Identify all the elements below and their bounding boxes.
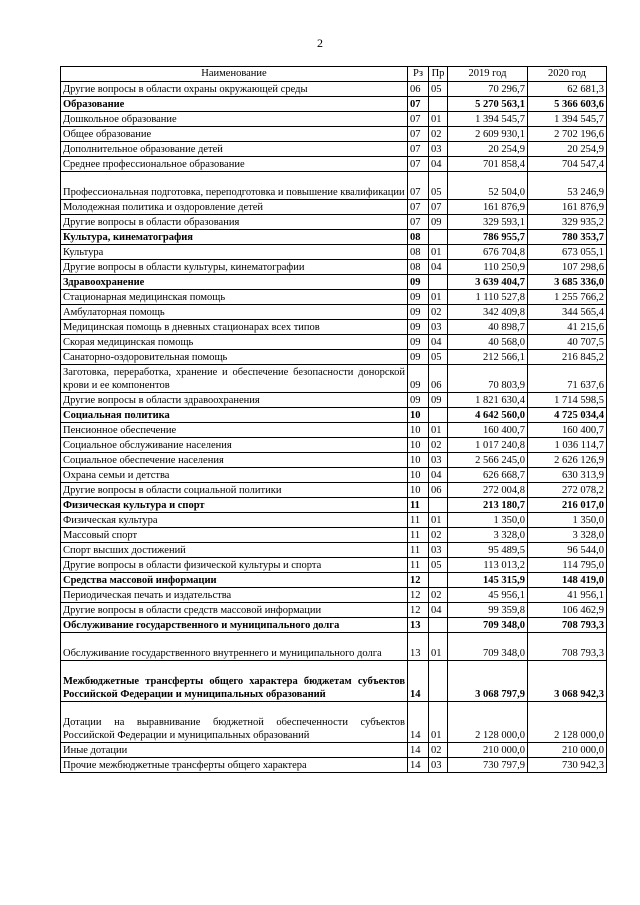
cell-2020: 210 000,0 [528,743,607,758]
cell-name: Культура, кинематография [61,230,408,245]
section-row [61,618,607,633]
cell-rz: 14 [408,758,429,773]
page-number: 2 [317,36,323,50]
cell-rz: 09 [408,290,429,305]
table-row [61,453,607,468]
section-row [61,661,607,702]
table-row [61,603,607,618]
cell-pr [429,275,448,290]
cell-2019: 1 017 240,8 [448,438,528,453]
cell-name: Заготовка, переработка, хранение и обеспечение безопасности донорской крови и ее компонентов [61,365,408,393]
cell-name: Другие вопросы в области культуры, кинематографии [61,260,408,275]
cell-2020: 114 795,0 [528,558,607,573]
cell-2020: 329 935,2 [528,215,607,230]
cell-pr: 02 [429,588,448,603]
cell-name: Обслуживание государственного внутреннего и муниципального долга [61,633,408,661]
table-body [61,82,607,773]
cell-rz: 12 [408,573,429,588]
cell-pr: 09 [429,393,448,408]
cell-name: Профессиональная подготовка, переподготовка и повышение квалификации [61,172,408,200]
table-row [61,200,607,215]
table-header-row [61,67,607,82]
cell-2020: 1 036 114,7 [528,438,607,453]
cell-name: Средства массовой информации [61,573,408,588]
cell-rz: 14 [408,661,429,702]
table-row [61,423,607,438]
cell-pr [429,618,448,633]
cell-pr: 02 [429,743,448,758]
cell-pr: 01 [429,245,448,260]
cell-pr: 07 [429,200,448,215]
cell-name: Среднее профессиональное образование [61,157,408,172]
cell-pr: 01 [429,290,448,305]
cell-rz: 13 [408,633,429,661]
section-row [61,573,607,588]
cell-pr [429,230,448,245]
cell-2020: 5 366 603,6 [528,97,607,112]
cell-name: Общее образование [61,127,408,142]
cell-rz: 07 [408,172,429,200]
cell-2019: 70 296,7 [448,82,528,97]
cell-2020: 216 845,2 [528,350,607,365]
cell-name: Охрана семьи и детства [61,468,408,483]
table-row [61,215,607,230]
cell-pr [429,498,448,513]
cell-2019: 2 566 245,0 [448,453,528,468]
cell-2020: 96 544,0 [528,543,607,558]
cell-2019: 145 315,9 [448,573,528,588]
cell-name: Иные дотации [61,743,408,758]
cell-2020: 708 793,3 [528,633,607,661]
cell-name: Дошкольное образование [61,112,408,127]
cell-rz: 07 [408,142,429,157]
cell-pr: 03 [429,543,448,558]
cell-2019: 4 642 560,0 [448,408,528,423]
cell-2019: 272 004,8 [448,483,528,498]
cell-name: Спорт высших достижений [61,543,408,558]
cell-pr: 05 [429,558,448,573]
cell-name: Другие вопросы в области образования [61,215,408,230]
cell-name: Массовый спорт [61,528,408,543]
cell-2019: 95 489,5 [448,543,528,558]
cell-2020: 704 547,4 [528,157,607,172]
cell-2019: 210 000,0 [448,743,528,758]
cell-rz: 11 [408,543,429,558]
cell-2020: 3 068 942,3 [528,661,607,702]
table-row [61,743,607,758]
cell-rz: 07 [408,200,429,215]
cell-2019: 213 180,7 [448,498,528,513]
cell-pr: 02 [429,438,448,453]
table-row [61,335,607,350]
section-row [61,408,607,423]
header-pr: Пр [429,67,448,82]
table-row [61,305,607,320]
cell-pr: 01 [429,513,448,528]
table-row [61,142,607,157]
cell-2020: 2 128 000,0 [528,702,607,743]
cell-rz: 09 [408,393,429,408]
cell-rz: 09 [408,320,429,335]
cell-2020: 41 956,1 [528,588,607,603]
cell-2020: 2 626 126,9 [528,453,607,468]
table-row [61,543,607,558]
cell-name: Социальное обеспечение населения [61,453,408,468]
table-row [61,528,607,543]
cell-2019: 730 797,9 [448,758,528,773]
cell-name: Стационарная медицинская помощь [61,290,408,305]
cell-name: Молодежная политика и оздоровление детей [61,200,408,215]
cell-pr: 04 [429,603,448,618]
cell-rz: 07 [408,157,429,172]
section-row [61,498,607,513]
cell-name: Дополнительное образование детей [61,142,408,157]
cell-2019: 45 956,1 [448,588,528,603]
cell-2019: 212 566,1 [448,350,528,365]
table-row [61,558,607,573]
cell-name: Медицинская помощь в дневных стационарах всех типов [61,320,408,335]
cell-2019: 676 704,8 [448,245,528,260]
cell-name: Обслуживание государственного и муниципального долга [61,618,408,633]
table-row [61,245,607,260]
table-row [61,260,607,275]
cell-rz: 09 [408,275,429,290]
cell-rz: 07 [408,97,429,112]
cell-2020: 3 328,0 [528,528,607,543]
table-row [61,127,607,142]
header-rz: Рз [408,67,429,82]
cell-2020: 216 017,0 [528,498,607,513]
cell-pr: 04 [429,260,448,275]
cell-name: Скорая медицинская помощь [61,335,408,350]
cell-name: Другие вопросы в области социальной политики [61,483,408,498]
cell-pr [429,661,448,702]
cell-pr [429,97,448,112]
cell-2019: 3 068 797,9 [448,661,528,702]
cell-2019: 40 568,0 [448,335,528,350]
cell-pr: 04 [429,157,448,172]
cell-pr: 03 [429,758,448,773]
cell-pr: 06 [429,365,448,393]
cell-2019: 709 348,0 [448,633,528,661]
cell-2020: 673 055,1 [528,245,607,260]
cell-name: Культура [61,245,408,260]
header-name: Наименование [61,67,408,82]
cell-2020: 708 793,3 [528,618,607,633]
cell-pr: 01 [429,423,448,438]
cell-2019: 110 250,9 [448,260,528,275]
cell-2020: 40 707,5 [528,335,607,350]
cell-name: Физическая культура [61,513,408,528]
cell-rz: 10 [408,483,429,498]
cell-pr: 03 [429,142,448,157]
header-2019: 2019 год [448,67,528,82]
cell-rz: 10 [408,423,429,438]
cell-pr: 01 [429,633,448,661]
cell-name: Социальная политика [61,408,408,423]
cell-pr: 04 [429,335,448,350]
cell-2020: 1 255 766,2 [528,290,607,305]
cell-2020: 161 876,9 [528,200,607,215]
cell-rz: 09 [408,350,429,365]
cell-2019: 626 668,7 [448,468,528,483]
cell-rz: 09 [408,365,429,393]
cell-2019: 1 394 545,7 [448,112,528,127]
cell-2020: 2 702 196,6 [528,127,607,142]
cell-2020: 1 714 598,5 [528,393,607,408]
cell-2019: 20 254,9 [448,142,528,157]
cell-name: Дотации на выравнивание бюджетной обеспеченности субъектов Российской Федерации и муниципальных образований [61,702,408,743]
cell-name: Другие вопросы в области охраны окружающей среды [61,82,408,97]
cell-2020: 20 254,9 [528,142,607,157]
cell-2019: 1 350,0 [448,513,528,528]
table-row [61,633,607,661]
cell-rz: 07 [408,215,429,230]
cell-2019: 160 400,7 [448,423,528,438]
cell-2020: 71 637,6 [528,365,607,393]
cell-2020: 4 725 034,4 [528,408,607,423]
cell-rz: 09 [408,305,429,320]
cell-rz: 14 [408,743,429,758]
cell-name: Другие вопросы в области средств массовой информации [61,603,408,618]
cell-rz: 08 [408,260,429,275]
cell-pr: 02 [429,528,448,543]
cell-2020: 62 681,3 [528,82,607,97]
cell-rz: 14 [408,702,429,743]
table-row [61,320,607,335]
table-row [61,82,607,97]
cell-2019: 709 348,0 [448,618,528,633]
cell-pr: 01 [429,702,448,743]
cell-2020: 41 215,6 [528,320,607,335]
cell-name: Другие вопросы в области физической культуры и спорта [61,558,408,573]
cell-rz: 11 [408,558,429,573]
cell-pr: 03 [429,320,448,335]
table-row [61,112,607,127]
cell-2019: 113 013,2 [448,558,528,573]
cell-2020: 3 685 336,0 [528,275,607,290]
table-row [61,393,607,408]
cell-pr [429,573,448,588]
cell-pr: 01 [429,112,448,127]
table-row [61,350,607,365]
cell-name: Пенсионное обеспечение [61,423,408,438]
cell-pr: 05 [429,172,448,200]
table-row [61,290,607,305]
table-row [61,483,607,498]
cell-2020: 107 298,6 [528,260,607,275]
cell-2019: 786 955,7 [448,230,528,245]
cell-name: Санаторно-оздоровительная помощь [61,350,408,365]
cell-name: Физическая культура и спорт [61,498,408,513]
cell-2020: 344 565,4 [528,305,607,320]
cell-rz: 08 [408,245,429,260]
cell-rz: 11 [408,513,429,528]
cell-rz: 06 [408,82,429,97]
cell-2019: 161 876,9 [448,200,528,215]
table-row [61,172,607,200]
budget-table [60,66,607,773]
cell-name: Прочие межбюджетные трансферты общего характера [61,758,408,773]
cell-rz: 09 [408,335,429,350]
header-2020: 2020 год [528,67,607,82]
cell-pr: 06 [429,483,448,498]
cell-rz: 10 [408,468,429,483]
cell-2019: 2 128 000,0 [448,702,528,743]
cell-2019: 1 110 527,8 [448,290,528,305]
cell-pr: 05 [429,350,448,365]
cell-2019: 701 858,4 [448,157,528,172]
table-row [61,438,607,453]
cell-2020: 1 350,0 [528,513,607,528]
cell-name: Межбюджетные трансферты общего характера бюджетам субъектов Российской Федерации и муниципальных образований [61,661,408,702]
cell-2019: 52 504,0 [448,172,528,200]
cell-2019: 5 270 563,1 [448,97,528,112]
cell-2020: 730 942,3 [528,758,607,773]
cell-name: Образование [61,97,408,112]
cell-pr: 05 [429,82,448,97]
cell-name: Социальное обслуживание населения [61,438,408,453]
cell-2020: 1 394 545,7 [528,112,607,127]
cell-rz: 10 [408,453,429,468]
cell-2019: 329 593,1 [448,215,528,230]
cell-pr: 02 [429,305,448,320]
cell-2019: 99 359,8 [448,603,528,618]
cell-pr [429,408,448,423]
table-row [61,365,607,393]
section-row [61,97,607,112]
cell-rz: 10 [408,408,429,423]
cell-name: Здравоохранение [61,275,408,290]
table-row [61,588,607,603]
cell-name: Периодическая печать и издательства [61,588,408,603]
table-row [61,758,607,773]
cell-pr: 03 [429,453,448,468]
cell-2020: 160 400,7 [528,423,607,438]
section-row [61,230,607,245]
cell-pr: 02 [429,127,448,142]
cell-rz: 11 [408,528,429,543]
cell-rz: 07 [408,127,429,142]
cell-rz: 11 [408,498,429,513]
cell-2019: 342 409,8 [448,305,528,320]
cell-rz: 12 [408,603,429,618]
cell-rz: 13 [408,618,429,633]
cell-2019: 1 821 630,4 [448,393,528,408]
table-row [61,468,607,483]
cell-2020: 272 078,2 [528,483,607,498]
cell-2019: 40 898,7 [448,320,528,335]
table-row [61,513,607,528]
cell-rz: 10 [408,438,429,453]
cell-2020: 106 462,9 [528,603,607,618]
cell-2020: 53 246,9 [528,172,607,200]
cell-2019: 2 609 930,1 [448,127,528,142]
table-row [61,702,607,743]
cell-2019: 70 803,9 [448,365,528,393]
cell-name: Другие вопросы в области здравоохранения [61,393,408,408]
table-row [61,157,607,172]
cell-name: Амбулаторная помощь [61,305,408,320]
cell-pr: 04 [429,468,448,483]
cell-2020: 780 353,7 [528,230,607,245]
cell-rz: 12 [408,588,429,603]
cell-rz: 08 [408,230,429,245]
cell-pr: 09 [429,215,448,230]
cell-2019: 3 639 404,7 [448,275,528,290]
cell-2020: 630 313,9 [528,468,607,483]
cell-2020: 148 419,0 [528,573,607,588]
cell-2019: 3 328,0 [448,528,528,543]
cell-rz: 07 [408,112,429,127]
section-row [61,275,607,290]
